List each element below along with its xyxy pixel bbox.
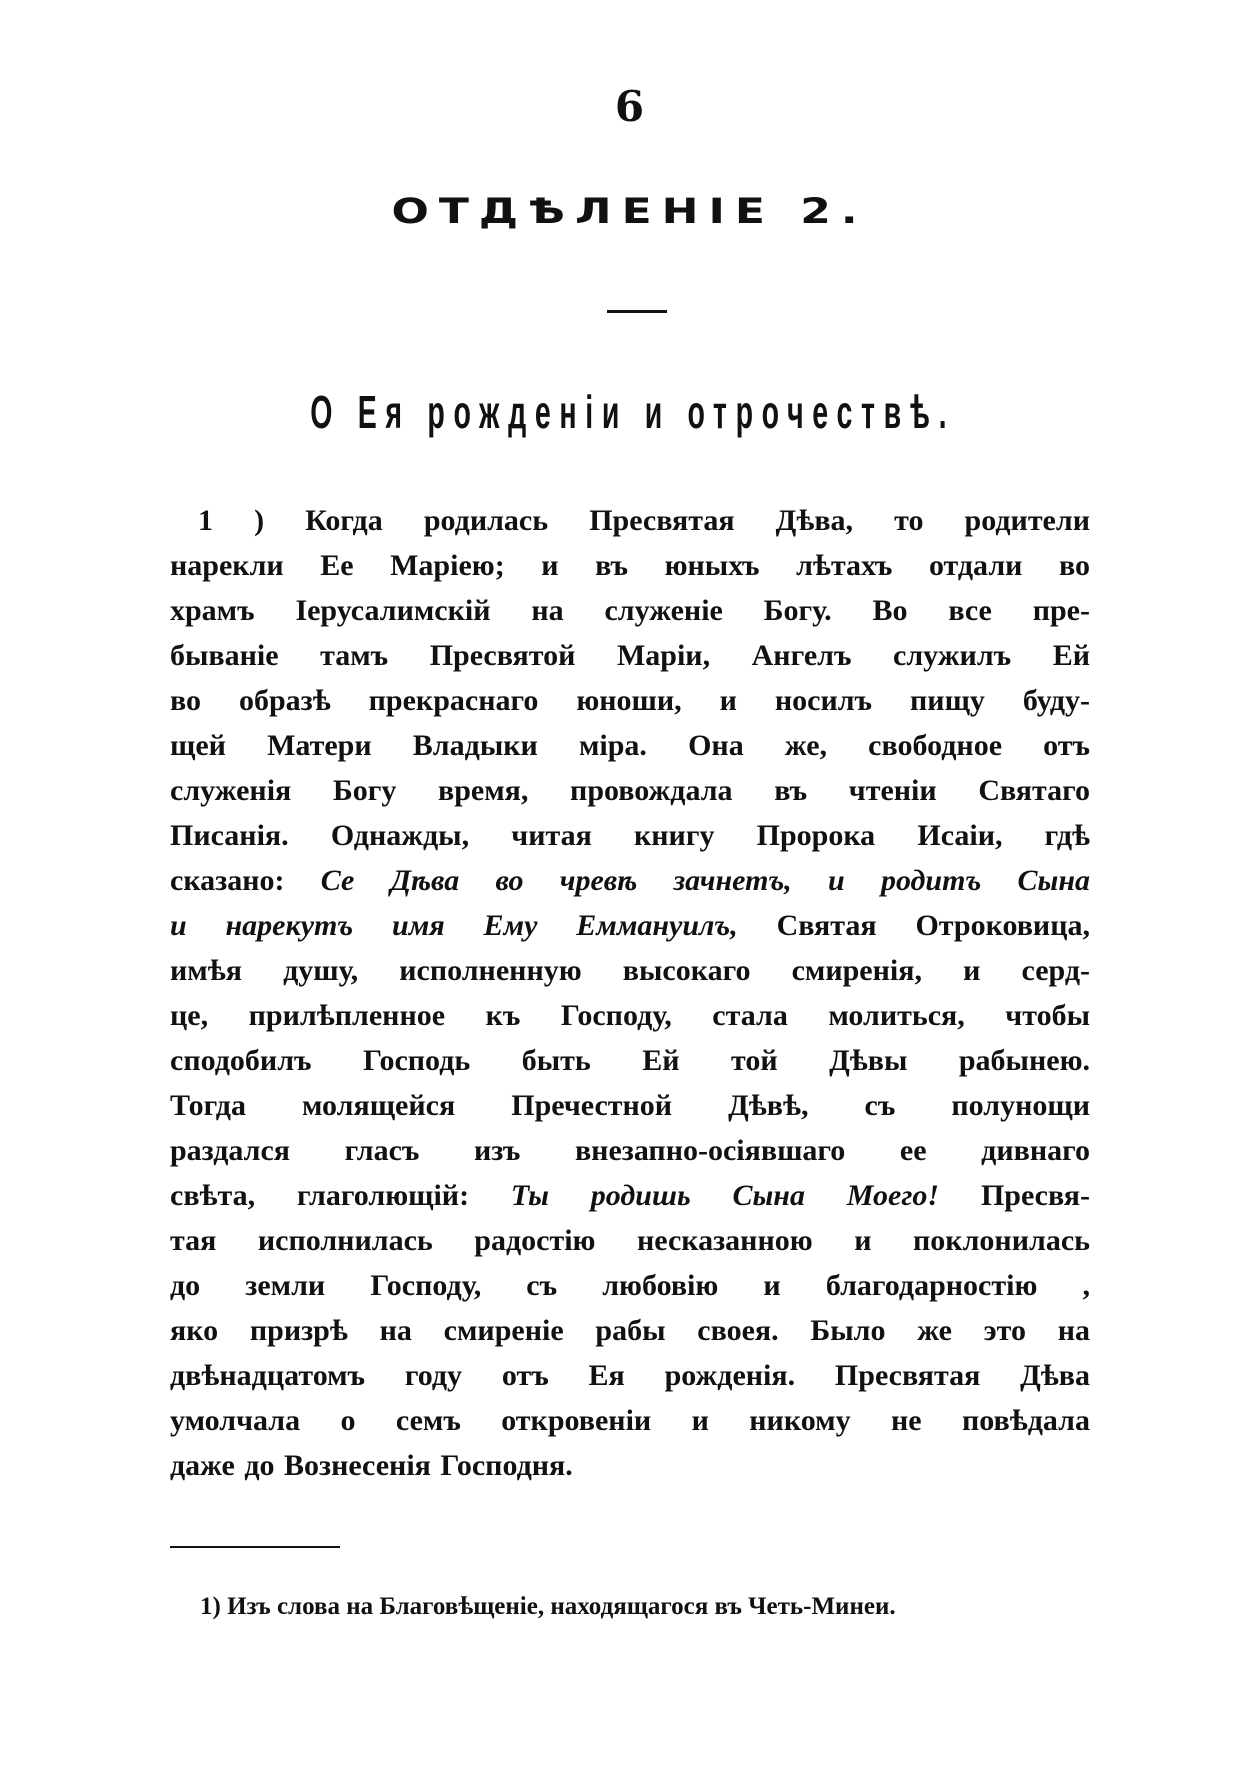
text-line: служенія Богу время, провождала въ чтеніи Святаго xyxy=(170,774,1090,807)
footnote: 1) Изъ слова на Благовѣщеніе, находящагося въ Четь-Минеи. xyxy=(200,1593,896,1620)
text-line: нарекли Ее Маріею; и въ юныхъ лѣтахъ отдали во xyxy=(170,549,1090,582)
text-line: до земли Господу, съ любовію и благодарностію , xyxy=(170,1269,1090,1302)
text-line: тая исполнилась радостію несказанною и поклонилась xyxy=(170,1224,1090,1257)
text-line: яко призрѣ на смиреніе рабы своея. Было же это на xyxy=(170,1314,1090,1347)
text-line: храмъ Іерусалимскій на служеніе Богу. Во все пре- xyxy=(170,594,1090,627)
text-line: во образѣ прекраснаго юноши, и носилъ пищу буду- xyxy=(170,684,1090,717)
text-line: щей Матери Владыки міра. Она же, свободное отъ xyxy=(170,729,1090,762)
text-line: сподобилъ Господь быть Ей той Дѣвы рабынею. xyxy=(170,1044,1090,1077)
text-line: умолчала о семъ откровеніи и никому не повѣдала xyxy=(170,1404,1090,1437)
text-line: сказано: Се Дѣва во чревѣ зачнетъ, и родитъ Сына xyxy=(170,864,1090,897)
scripture-quote: и нарекутъ имя Ему Еммануилъ, xyxy=(170,909,738,942)
text-line: 1 ) Когда родилась Пресвятая Дѣва, то родители xyxy=(198,504,1090,537)
footnote-divider xyxy=(170,1546,340,1548)
heading-divider xyxy=(607,310,667,313)
text-line: быванiе тамъ Пресвятой Маріи, Ангелъ служилъ Ей xyxy=(170,639,1090,672)
body-text xyxy=(170,498,1090,1488)
chapter-title: О Ея рожденіи и отрочествѣ. xyxy=(310,386,956,438)
divine-voice-quote: Ты родишь Сына Моего! xyxy=(510,1179,940,1212)
text-line: Тогда молящейся Пречестной Дѣвѣ, съ полунощи xyxy=(170,1089,1090,1122)
text-line: и нарекутъ имя Ему Еммануилъ, Святая Отроковица, xyxy=(170,909,1090,942)
text-line: це, прилѣпленное къ Господу, стала молиться, чтобы xyxy=(170,999,1090,1032)
text-line: свѣта, глаголющій: Ты родишь Сына Моего! Пресвя- xyxy=(170,1179,1090,1212)
text-line: раздался гласъ изъ внезапно-осіявшаго ее дивнаго xyxy=(170,1134,1090,1167)
section-heading: ОТДѢЛЕНІЕ 2. xyxy=(391,191,868,232)
text-line: Писанія. Однажды, читая книгу Пророка Исаіи, гдѣ xyxy=(170,819,1090,852)
text-line: имѣя душу, исполненную высокаго смиренія, и серд- xyxy=(170,954,1090,987)
text-line: даже до Вознесенія Господня. xyxy=(170,1449,573,1482)
scripture-quote: Се Дѣва во чревѣ зачнетъ, и родитъ Сына xyxy=(320,864,1090,897)
page-number: 6 xyxy=(614,82,645,131)
text-line: двѣнадцатомъ году отъ Ея рожденія. Пресвятая Дѣва xyxy=(170,1359,1090,1392)
